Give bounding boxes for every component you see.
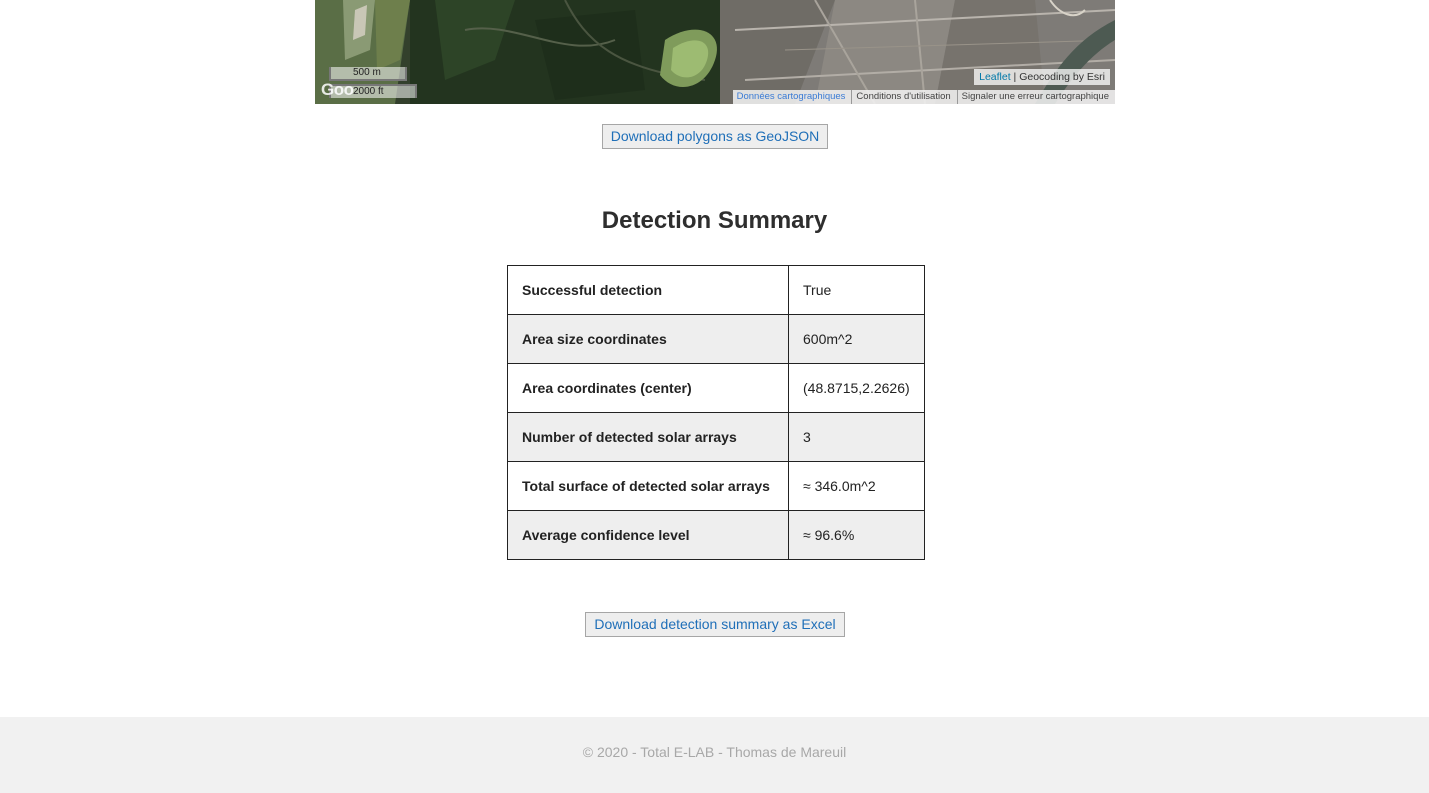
row-value: True xyxy=(789,266,925,315)
row-value: ≈ 346.0m^2 xyxy=(789,462,925,511)
table-row xyxy=(508,315,925,364)
row-value: 3 xyxy=(789,413,925,462)
table-row xyxy=(508,462,925,511)
leaflet-link[interactable]: Leaflet xyxy=(979,71,1011,83)
map-attribution xyxy=(974,69,1110,85)
table-row xyxy=(508,511,925,560)
row-label: Area coordinates (center) xyxy=(508,364,789,413)
table-row xyxy=(508,266,925,315)
download-excel-button[interactable]: Download detection summary as Excel xyxy=(585,612,845,637)
row-value: ≈ 96.6% xyxy=(789,511,925,560)
map-imagery xyxy=(315,0,1115,104)
row-label: Successful detection xyxy=(508,266,789,315)
satellite-map[interactable] xyxy=(315,0,1115,104)
detection-summary-table xyxy=(507,265,925,560)
map-data-link[interactable]: Données cartographiques xyxy=(733,90,853,104)
table-row xyxy=(508,364,925,413)
download-geojson-button[interactable]: Download polygons as GeoJSON xyxy=(602,124,828,149)
page-footer xyxy=(0,717,1429,793)
terms-of-use-link[interactable]: Conditions d'utilisation xyxy=(852,90,957,104)
table-row xyxy=(508,413,925,462)
attribution-separator: | xyxy=(1010,71,1020,83)
row-value: 600m^2 xyxy=(789,315,925,364)
map-scale-metric: 500 m xyxy=(329,67,407,81)
row-label: Area size coordinates xyxy=(508,315,789,364)
geocoding-credit: Geocoding by Esri xyxy=(1019,71,1105,83)
footer-copyright: © 2020 - Total E-LAB - Thomas de Mareuil xyxy=(582,744,847,760)
detection-summary-title: Detection Summary xyxy=(601,207,828,234)
row-label: Number of detected solar arrays xyxy=(508,413,789,462)
google-logo: Goo xyxy=(321,80,354,99)
report-map-error-link[interactable]: Signaler une erreur cartographique xyxy=(961,91,1109,102)
row-value: (48.8715,2.2626) xyxy=(789,364,925,413)
map-footer-links xyxy=(733,90,1115,104)
row-label: Total surface of detected solar arrays xyxy=(508,462,789,511)
row-label: Average confidence level xyxy=(508,511,789,560)
map-scale-imperial: 2000 ft xyxy=(329,84,417,98)
